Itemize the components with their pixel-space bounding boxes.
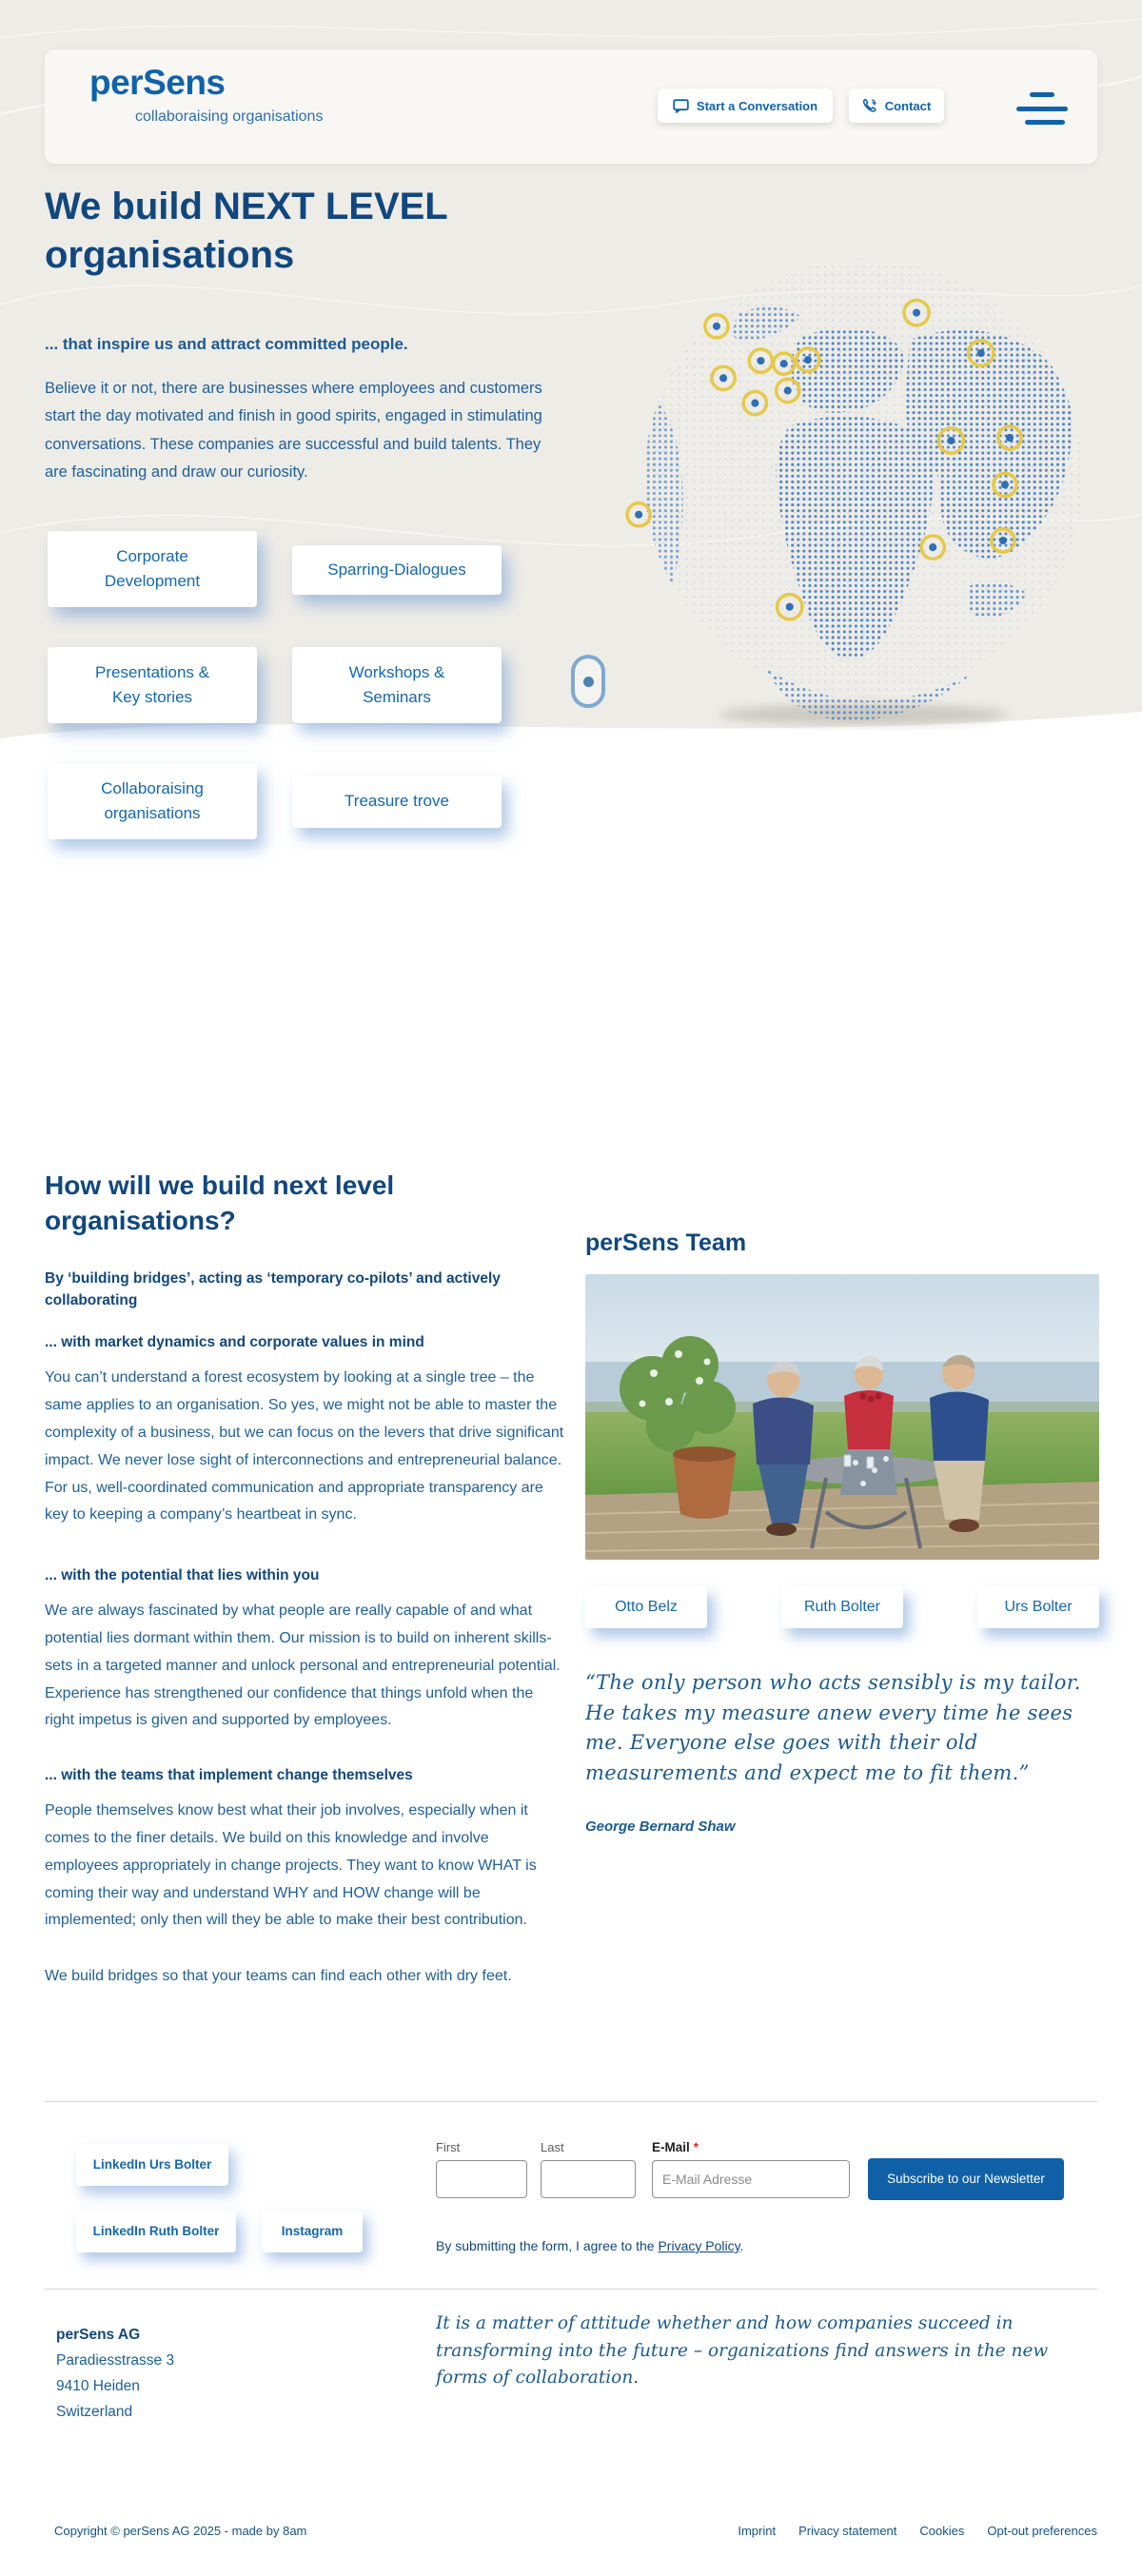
instagram-button[interactable]: Instagram: [262, 2211, 363, 2252]
linkedin-ruth-bolter-button[interactable]: LinkedIn Ruth Bolter: [76, 2211, 236, 2252]
legal-links: [738, 2524, 1097, 2538]
imprint-link[interactable]: Imprint: [738, 2524, 777, 2538]
address-country: Switzerland: [56, 2404, 133, 2421]
copyright-text: Copyright © perSens AG 2025 - made by 8am: [54, 2524, 307, 2538]
address-street: Paradiesstrasse 3: [56, 2352, 175, 2370]
contact-button[interactable]: [849, 88, 944, 123]
team-photo: [585, 1274, 1099, 1560]
email-field[interactable]: [652, 2160, 850, 2198]
company-motto: It is a matter of attitude whether and how companies succeed in transforming into the future – organizations find answers in the new forms of collaboration.: [436, 2313, 1049, 2389]
how-subheading-3: ... with the teams that implement change themselves: [45, 1767, 413, 1784]
phone-icon: [862, 98, 877, 113]
how-paragraph-1: You can’t understand a forest ecosystem by looking at a single tree – the same applies to an organisation. So yes, we might not be able to master the complexity of a business, but we can focus on the levers that drive significant impact. We never lose sight of interconnections and entrepreneurial balance. For us, well-coordinated communication and appropriate transparency are key to keeping a company’s heartbeat in sync.: [45, 1369, 564, 1524]
scroll-mouse-icon: [571, 655, 605, 708]
nav-button-sparring-dialogues[interactable]: Sparring-Dialogues: [292, 545, 502, 595]
company-name: perSens AG: [56, 2327, 141, 2343]
nav-button-collaboraising-organisations[interactable]: Collaboraising organisations: [48, 763, 257, 839]
opt-out-preferences-link[interactable]: Opt-out preferences: [987, 2524, 1097, 2538]
contact-label: Contact: [884, 98, 932, 113]
first-name-field[interactable]: [436, 2160, 527, 2198]
how-paragraph-2: We are always fascinated by what people are really capable of and what potential lies dormant within them. Our mission is to build on inherent skills-sets in a targeted manner and unlock personal and entrepreneurial potential. Experience has strengthened our confidence that things unfold when the right impetus is given and supported by employees.: [45, 1603, 561, 1729]
how-intro: By ‘building bridges’, acting as ‘temporary co-pilots’ and actively collaborating: [45, 1269, 501, 1309]
nav-button-corporate-development[interactable]: Corporate Development: [48, 531, 257, 607]
how-subheading-1: ... with market dynamics and corporate values in mind: [45, 1334, 424, 1351]
email-label: E-Mail *: [652, 2140, 699, 2154]
logo[interactable]: perSens: [89, 63, 226, 102]
nav-button-workshops-seminars[interactable]: Workshops & Seminars: [292, 647, 502, 723]
privacy-policy-link[interactable]: Privacy Policy: [658, 2238, 740, 2253]
company-address: [56, 2322, 174, 2426]
hero-paragraph: Believe it or not, there are businesses where employees and customers start the day motivated and finish in good spirits, engaged in stimulating conversations. These companies are successful and build talents. They are fascinating and draw our curiosity.: [45, 380, 542, 482]
how-title: How will we build next level organisations?: [45, 1170, 395, 1235]
quote-author: George Bernard Shaw: [585, 1819, 736, 1835]
team-member-ruth-bolter[interactable]: Ruth Bolter: [781, 1586, 903, 1628]
how-section: [45, 1169, 566, 1991]
menu-bar-icon: [1030, 92, 1054, 97]
required-asterisk: *: [693, 2140, 699, 2154]
privacy-statement-link[interactable]: Privacy statement: [798, 2524, 897, 2538]
team-member-buttons: [585, 1586, 1099, 1628]
start-conversation-label: Start a Conversation: [696, 98, 818, 113]
menu-button[interactable]: [1016, 92, 1068, 125]
footer-divider-top: [45, 2101, 1097, 2102]
logo-tagline: collaboraising organisations: [135, 108, 324, 125]
menu-bar-icon: [1025, 120, 1065, 125]
consent-text: By submitting the form, I agree to the Privacy Policy.: [436, 2238, 744, 2253]
team-section: [585, 1229, 1099, 1835]
globe-illustration: [623, 249, 1104, 730]
nav-button-treasure-trove[interactable]: Treasure trove: [292, 776, 502, 828]
team-member-otto-belz[interactable]: Otto Belz: [585, 1586, 707, 1628]
chat-icon: [673, 99, 689, 113]
nav-button-presentations-key-stories[interactable]: Presentations & Key stories: [48, 647, 257, 723]
team-title: perSens Team: [585, 1229, 747, 1256]
subscribe-newsletter-button[interactable]: Subscribe to our Newsletter: [868, 2158, 1064, 2200]
hero-title: We build NEXT LEVEL organisations: [45, 186, 448, 276]
how-paragraph-3: People themselves know best what their job involves, especially when it comes to the finer details. We build on this knowledge and involve employees appropriately in change projects. They want to know WHAT is coming their way and understand WHY and HOW change will be implemented; only then will they be able to make their best contribution.: [45, 1802, 537, 1929]
how-subheading-2: ... with the potential that lies within you: [45, 1567, 320, 1584]
team-member-urs-bolter[interactable]: Urs Bolter: [977, 1586, 1099, 1628]
last-name-field[interactable]: [541, 2160, 636, 2198]
menu-bar-icon: [1016, 107, 1068, 111]
quote-text: “The only person who acts sensibly is my tailor. He takes my measure anew every time he sees me. Everyone else goes with their old measurements and expect me to fit them.”: [585, 1671, 1081, 1784]
address-city: 9410 Heiden: [56, 2378, 140, 2395]
hero-subtitle: ... that inspire us and attract committed people.: [45, 335, 408, 353]
cookies-link[interactable]: Cookies: [919, 2524, 965, 2538]
last-name-label: Last: [541, 2140, 564, 2154]
how-closing: We build bridges so that your teams can find each other with dry feet.: [45, 1968, 512, 1985]
footer-divider-bottom: [45, 2289, 1097, 2290]
first-name-label: First: [436, 2140, 461, 2154]
start-conversation-button[interactable]: [658, 88, 833, 123]
linkedin-urs-bolter-button[interactable]: LinkedIn Urs Bolter: [76, 2144, 228, 2186]
